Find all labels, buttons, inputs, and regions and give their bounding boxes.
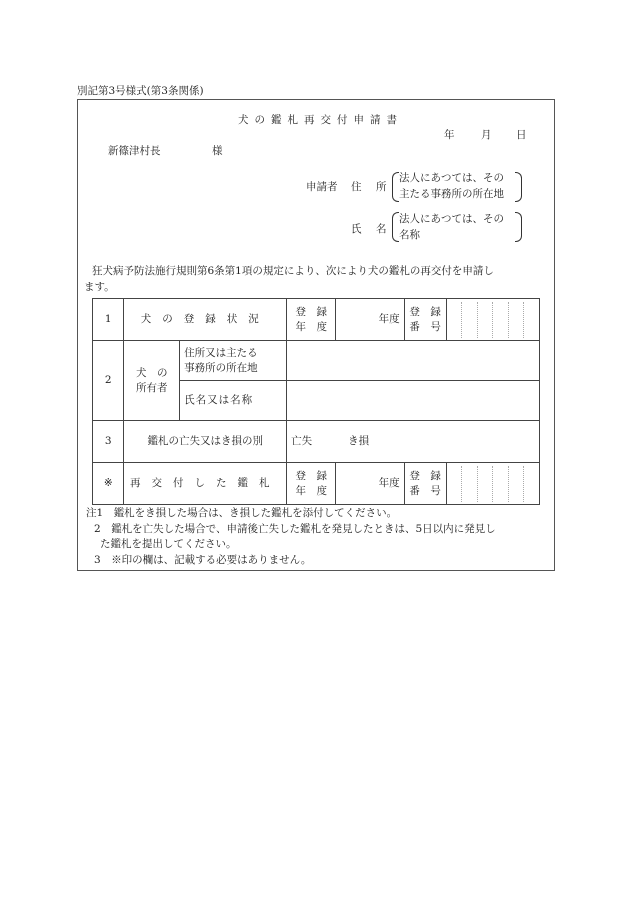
name-brace-left	[392, 212, 399, 242]
notes	[86, 506, 556, 568]
row1-reg-year-label: 登 録 年 度	[287, 299, 336, 341]
name-note-line1: 法人にあつては、その	[399, 213, 504, 225]
addressee-name: 新篠津村長	[108, 145, 161, 157]
option-lost[interactable]: 亡失	[291, 435, 313, 447]
applicant-name-label: 氏 名	[351, 223, 389, 235]
address-brace-right	[515, 172, 522, 202]
note-1: 注1 鑑札をき損した場合は、き損した鑑札を添付してください。	[86, 507, 398, 519]
option-damaged[interactable]: き損	[348, 435, 370, 447]
address-note-line1: 法人にあつては、その	[399, 172, 504, 184]
row3-number: 3	[93, 421, 124, 463]
date-month: 月	[481, 129, 492, 141]
name-brace-right	[515, 212, 522, 242]
application-table	[92, 298, 540, 505]
table-row-reissued-tag	[93, 463, 540, 505]
row2-address-input[interactable]	[287, 341, 540, 381]
row1-reg-number-boxes[interactable]	[446, 299, 539, 341]
addressee-honorific: 様	[212, 145, 223, 157]
date-day: 日	[516, 129, 527, 141]
table-row-loss-type	[93, 421, 540, 463]
body-text-line2: ます。	[84, 281, 115, 293]
applicant-label: 申請者	[306, 181, 338, 193]
name-note	[399, 211, 504, 243]
row1-label: 犬の登録状況	[124, 299, 287, 341]
body-text-line1: 狂犬病予防法施行規則第6条第1項の規定により、次により犬の鑑札の再交付を申請し	[92, 265, 494, 277]
row4-mark: ※	[93, 463, 124, 505]
row4-year-input[interactable]: 年度	[336, 463, 404, 505]
row2-number: 2	[93, 341, 124, 421]
row2-name-input[interactable]	[287, 381, 540, 421]
row4-label: 再交付した鑑札	[124, 463, 287, 505]
table-row-dog-registration	[93, 299, 540, 341]
row1-reg-number-label: 登 録 番 号	[404, 299, 446, 341]
applicant-address-label: 住 所	[351, 181, 389, 193]
address-note	[399, 170, 504, 202]
row4-reg-year-label: 登 録 年 度	[287, 463, 336, 505]
note-2-cont: た鑑札を提出してください。	[100, 538, 237, 550]
note-3: 3 ※印の欄は、記載する必要はありません。	[94, 553, 312, 566]
address-note-line2: 主たる事務所の所在地	[399, 188, 504, 200]
row3-options[interactable]	[287, 421, 540, 463]
note-2: 2 鑑札を亡失した場合で、申請後亡失した鑑札を発見したときは、5日以内に発見し	[94, 522, 496, 535]
form-label: 別記第3号様式(第3条関係)	[77, 85, 204, 97]
date-year: 年	[444, 129, 455, 141]
row1-number: 1	[93, 299, 124, 341]
table-row-owner-address	[93, 341, 540, 381]
row1-year-input[interactable]: 年度	[336, 299, 404, 341]
row2-name-label: 氏名又は名称	[180, 381, 287, 421]
row2-owner-label: 犬 の 所有者	[124, 341, 180, 421]
form-title: 犬の鑑札再交付申請書	[238, 114, 403, 126]
address-brace-left	[392, 172, 399, 202]
row4-reg-number-label: 登 録 番 号	[404, 463, 446, 505]
row2-address-label: 住所又は主たる 事務所の所在地	[180, 341, 287, 381]
row3-label: 鑑札の亡失又はき損の別	[124, 421, 287, 463]
name-note-line2: 名称	[399, 229, 420, 241]
row4-reg-number-boxes[interactable]	[446, 463, 539, 505]
